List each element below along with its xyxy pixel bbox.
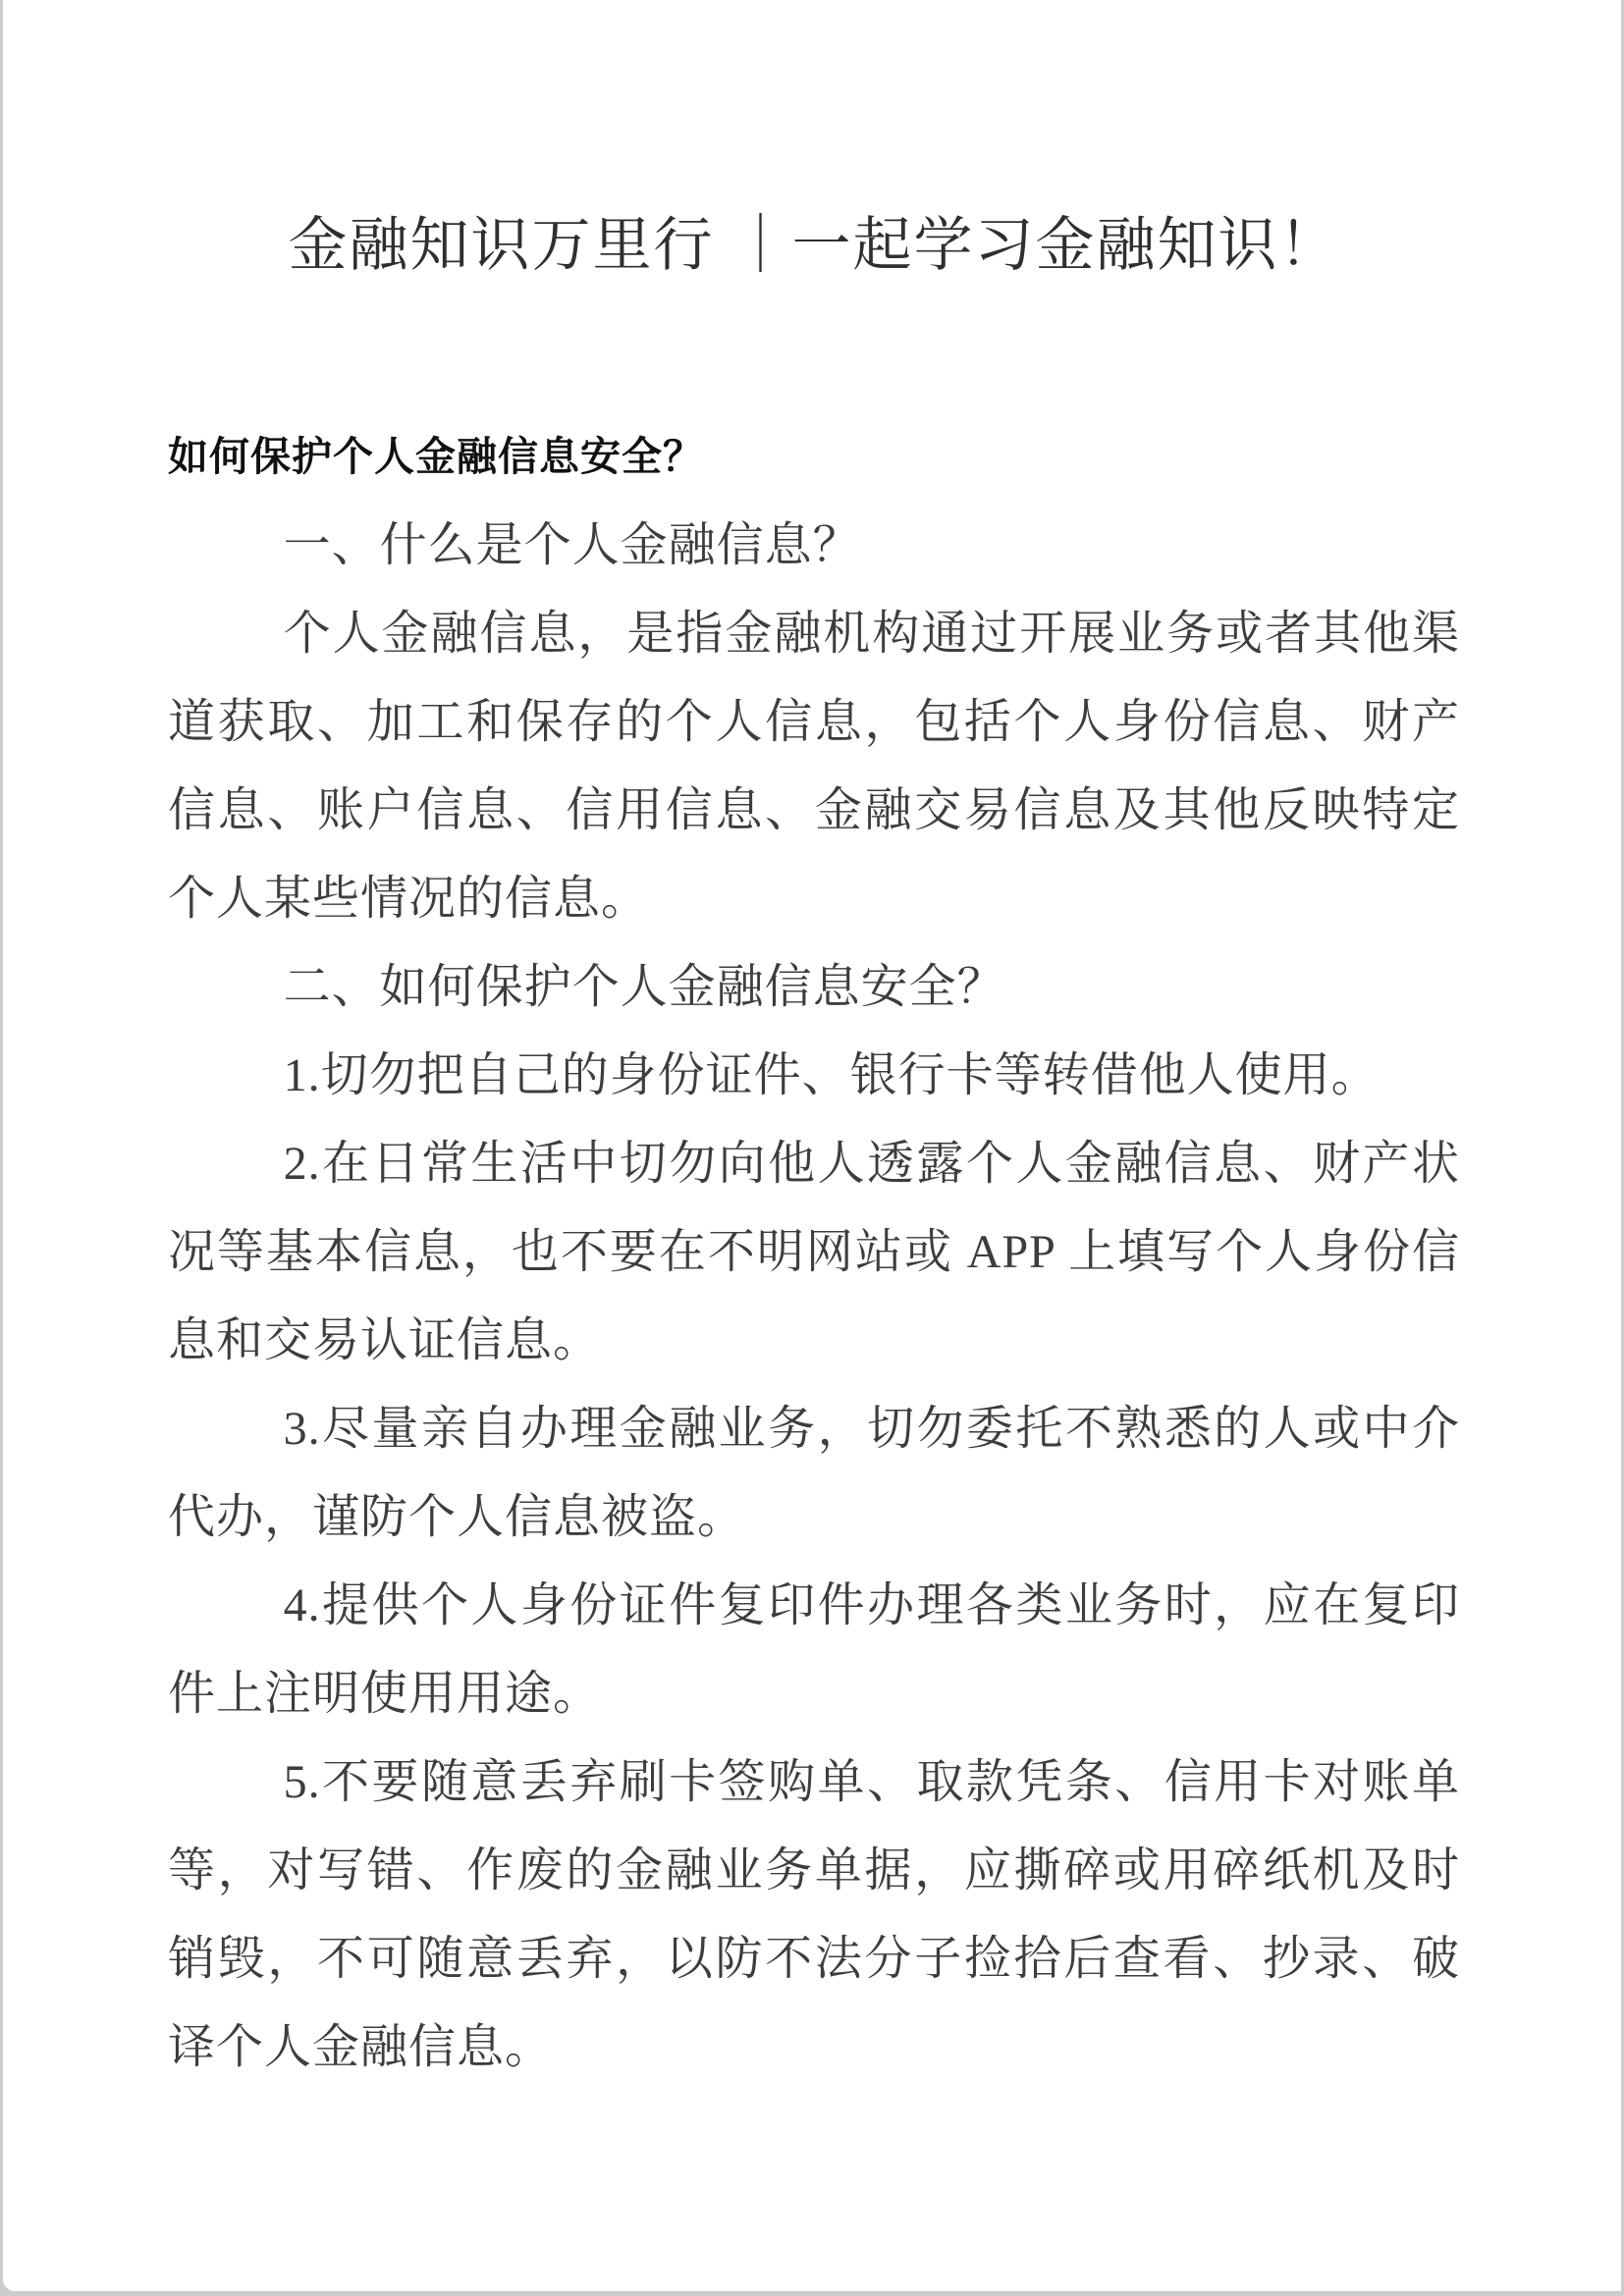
- document-title: 金融知识万里行 ｜一起学习金融知识！: [288, 213, 1340, 278]
- paragraph-tip-1: 1.切勿把自己的身份证件、银行卡等转借他人使用。: [283, 1049, 1380, 1101]
- section-heading: 如何保护个人金融信息安全？: [168, 434, 704, 479]
- paragraph-what-is-pfi-question: 一、什么是个人金融信息？: [283, 519, 861, 571]
- paragraph-how-to-protect-question: 二、如何保护个人金融信息安全？: [283, 961, 1005, 1013]
- paragraph-tip-4: 4.提供个人身份证件复印件办理各类业务时，应在复印件上注明使用用途。: [168, 1579, 1460, 1720]
- paragraph-tip-5: 5.不要随意丢弃刷卡签购单、取款凭条、信用卡对账单等，对写错、作废的金融业务单据，应撕碎或用碎纸机及时销毁，不可随意丢弃，以防不法分子捡拾后查看、抄录、破译个人金融信息。: [168, 1756, 1460, 2073]
- paragraph-tip-2: 2.在日常生活中切勿向他人透露个人金融信息、财产状况等基本信息，也不要在不明网站或 APP 上填写个人身份信息和交易认证信息。: [168, 1138, 1460, 1366]
- document-page: [3, 0, 1621, 2291]
- document-body: [168, 502, 1460, 2092]
- paragraph-pfi-definition: 个人金融信息，是指金融机构通过开展业务或者其他渠道获取、加工和保存的个人信息，包括个人身份信息、财产信息、账户信息、信用信息、金融交易信息及其他反映特定个人某些情况的信息。: [168, 608, 1460, 925]
- paragraph-tip-3: 3.尽量亲自办理金融业务，切勿委托不熟悉的人或中介代办，谨防个人信息被盗。: [168, 1403, 1460, 1543]
